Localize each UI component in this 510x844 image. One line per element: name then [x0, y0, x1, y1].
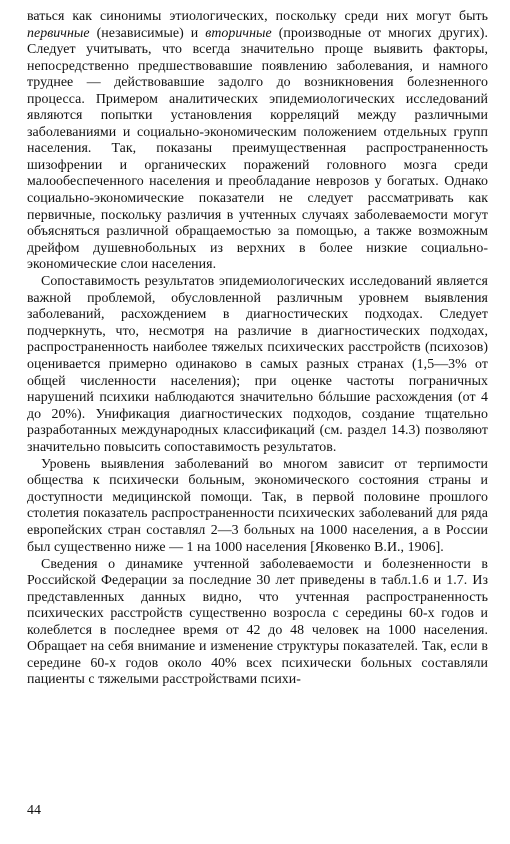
paragraph-1-text-b: (независимые) и: [89, 25, 206, 41]
document-page: [27, 9, 488, 689]
term-primary: первичные: [27, 25, 90, 41]
paragraph-1-text-c: (производные от многих других). Следует учитывать, что всегда значительно проще выявить факторы, непосредственно предшествовавшие появлению заболевания, и намного труднее — действовавшие задолго до возникновения болезненного процесса. Примером аналитических эпидемиологических исследований являются попытки установления корреляций между различными заболеваниями и социально-экономическим положением отдельных групп населения. Так, показаны преимущественная распространенность шизофрении и органических поражений головного мозга среди малообеспеченного населения и преобладание неврозов у богатых. Однако социально-экономические показатели не следует рассматривать как первичные, поскольку различия в учтенных случаях заболеваемости могут объясняться различной обращаемостью за помощью, а также возможным дрейфом душевнобольных из верхних в более низкие социально-экономические слои населения.: [27, 25, 488, 273]
paragraph-2: Сопоставимость результатов эпидемиологических исследований является важной проблемой, обусловленной различным уровнем выявления заболеваний, расхождением в диагностических подходах. Следует подчеркнуть, что, несмотря на различие в диагностических подходах, распространенность наиболее тяжелых психических расстройств (психозов) оценивается примерно одинаково в самых разных странах (1,5—3% от общей численности населения); при оценке частоты пограничных нарушений психики наблюдаются значительно бóльшие расхождения (от 4 до 20%). Унификация диагностических подходов, создание тщательно разработанных международных классификаций (см. раздел 14.3) позволяют значительно повысить сопоставимость результатов.: [27, 274, 488, 455]
page-number: 44: [27, 803, 41, 818]
paragraph-1-text-a: ваться как синонимы этиологических, поскольку среди них могут быть: [27, 9, 488, 24]
paragraph-3: Уровень выявления заболеваний во многом зависит от терпимости общества к психически больным, экономического состояния страны и доступности медицинской помощи. Так, в первой половине прошлого столетия показатель распространенности психических заболеваний для ряда европейских стран составлял 2—3 больных на 1000 населения, а в России был существенно ниже — 1 на 1000 населения [Яковенко В.И., 1906].: [27, 456, 488, 555]
paragraph-4: Сведения о динамике учтенной заболеваемости и болезненности в Российской Федерации за последние 30 лет приведены в табл.1.6 и 1.7. Из представленных данных видно, что учтенная распространенность психических расстройств существенно возросла с середины 60-х годов и колеблется в последнее время от 42 до 48 человек на 1000 населения. Обращает на себя внимание и изменение структуры показателей. Так, если в середине 60-х годов около 40% всех психически больных составляли пациенты с тяжелыми расстройствами психи-: [27, 556, 488, 688]
paragraph-1: [27, 9, 488, 274]
term-secondary: вторичные: [205, 25, 272, 41]
